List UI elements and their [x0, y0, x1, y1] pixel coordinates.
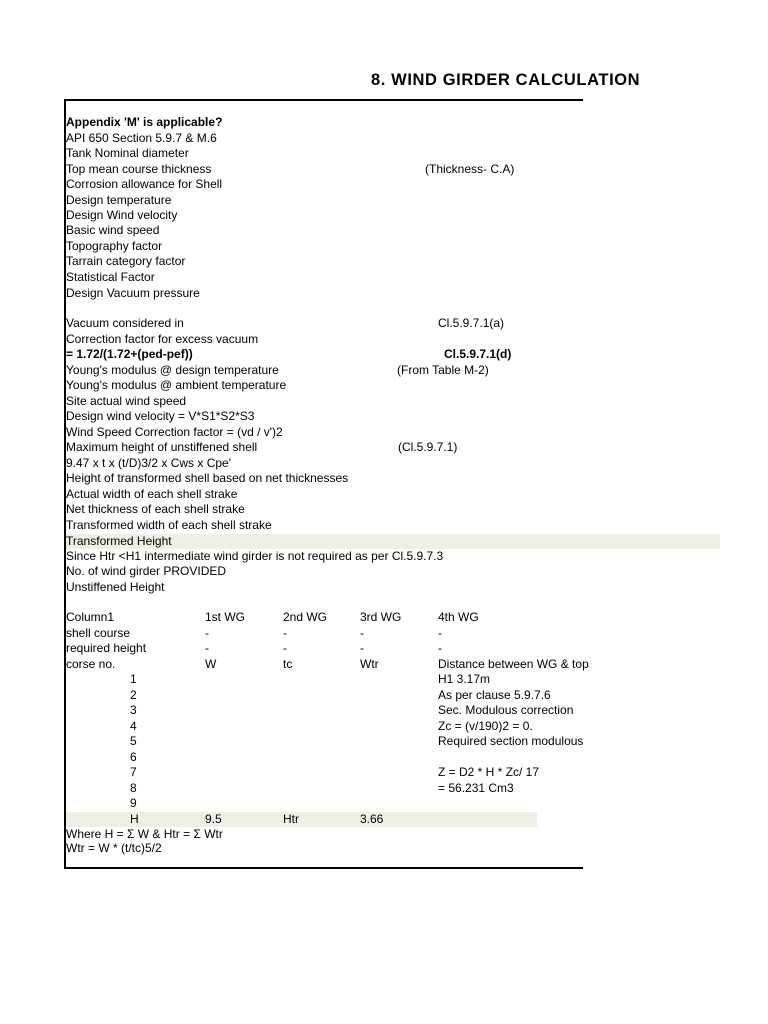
side-note: Required section modulous — [438, 734, 584, 748]
side-note: H1 3.17m — [438, 672, 491, 686]
table-cell: - — [283, 626, 287, 640]
table-cell: - — [438, 626, 442, 640]
row-label: Basic wind speed — [66, 223, 160, 237]
row-label: Height of transformed shell based on net thicknesses — [66, 471, 349, 485]
course-number: 9 — [130, 796, 137, 810]
row-label: Vacuum considered in — [66, 316, 184, 330]
row-label: Actual width of each shell strake — [66, 487, 238, 501]
course-number: 4 — [130, 719, 137, 733]
table-cell: required height — [66, 641, 147, 655]
row-label: Top mean course thickness — [66, 162, 212, 176]
row-label: Site actual wind speed — [66, 394, 187, 408]
total-htr-label: Htr — [283, 812, 299, 826]
row-label: Young's modulus @ ambient temperature — [66, 378, 287, 392]
side-note: Sec. Modulous correction — [438, 703, 574, 717]
row-label: Tank Nominal diameter — [66, 146, 189, 160]
row-label: Net thickness of each shell strake — [66, 502, 245, 516]
side-note: Z = D2 * H * Zc/ 17 — [438, 765, 540, 779]
course-number: 6 — [130, 750, 137, 764]
table-header-cell: 2nd WG — [283, 610, 328, 624]
total-w-value: 9.5 — [205, 812, 222, 826]
row-label: Statistical Factor — [66, 270, 155, 284]
correction-clause-ref: Cl.5.9.7.1(d) — [444, 347, 512, 361]
row-label: Design Wind velocity — [66, 208, 178, 222]
formula-line: Where H = Σ W & Htr = Σ Wtr — [66, 827, 223, 841]
table-cell: - — [205, 641, 209, 655]
row-label: Transformed width of each shell strake — [66, 518, 272, 532]
course-number: 3 — [130, 703, 137, 717]
table-cell: - — [360, 626, 364, 640]
table-header-cell: 3rd WG — [360, 610, 402, 624]
row-label: Young's modulus @ design temperature — [66, 363, 279, 377]
row-label: Corrosion allowance for Shell — [66, 177, 223, 191]
row-label: = 1.72/(1.72+(ped-pef)) — [66, 347, 193, 361]
table-cell: tc — [283, 657, 293, 671]
table-cell: W — [205, 657, 217, 671]
total-htr-value: 3.66 — [360, 812, 384, 826]
young-table-ref: (From Table M-2) — [397, 363, 489, 377]
course-number: 8 — [130, 781, 137, 795]
row-label: Wind Speed Correction factor = (vd / v')2 — [66, 425, 283, 439]
course-number: 2 — [130, 688, 137, 702]
row-label: API 650 Section 5.9.7 & M.6 — [66, 131, 217, 145]
table-cell: corse no. — [66, 657, 116, 671]
formula-line: Wtr = W * (t/tc)5/2 — [66, 841, 162, 855]
row-label: Transformed Height — [66, 534, 172, 548]
row-label: Design Vacuum pressure — [66, 286, 200, 300]
table-header-cell: Distance between WG & top — [438, 657, 589, 671]
side-notes-column — [438, 0, 589, 1024]
table-header-cell: 1st WG — [205, 610, 246, 624]
row-label: Correction factor for excess vacuum — [66, 332, 259, 346]
course-number: 5 — [130, 734, 137, 748]
total-row-label: H — [130, 812, 139, 826]
page-title: 8. WIND GIRDER CALCULATION — [371, 71, 641, 89]
table-cell: - — [205, 626, 209, 640]
row-label: Design temperature — [66, 193, 172, 207]
row-label: Maximum height of unstiffened shell — [66, 440, 258, 454]
side-note: = 56.231 Cm3 — [438, 781, 514, 795]
course-number: 1 — [130, 672, 137, 686]
row-label: 9.47 x t x (t/D)3/2 x Cws x Cpe' — [66, 456, 232, 470]
row-label: No. of wind girder PROVIDED — [66, 564, 227, 578]
row-label: Unstiffened Height — [66, 580, 165, 594]
table-cell: - — [283, 641, 287, 655]
row-label: Tarrain category factor — [66, 254, 186, 268]
table-cell: shell course — [66, 626, 131, 640]
side-note: Zc = (v/190)2 = 0. — [438, 719, 533, 733]
table-header-cell: 4th WG — [438, 610, 479, 624]
side-note: As per clause 5.9.7.6 — [438, 688, 551, 702]
row-label: Topography factor — [66, 239, 163, 253]
course-number: 7 — [130, 765, 137, 779]
row-label: Appendix 'M' is applicable? — [66, 115, 223, 129]
table-header-cell: Column1 — [66, 610, 115, 624]
vacuum-clause-ref: Cl.5.9.7.1(a) — [438, 316, 505, 330]
table-cell: Wtr — [360, 657, 379, 671]
row-label: Since Htr <H1 intermediate wind girder is not required as per Cl.5.9.7.3 — [66, 549, 444, 563]
table-cell: - — [360, 641, 364, 655]
thickness-ca-note: (Thickness- C.A) — [425, 162, 515, 176]
table-cell: - — [438, 641, 442, 655]
row-label: Design wind velocity = V*S1*S2*S3 — [66, 409, 255, 423]
max-height-clause-ref: (Cl.5.9.7.1) — [398, 440, 458, 454]
